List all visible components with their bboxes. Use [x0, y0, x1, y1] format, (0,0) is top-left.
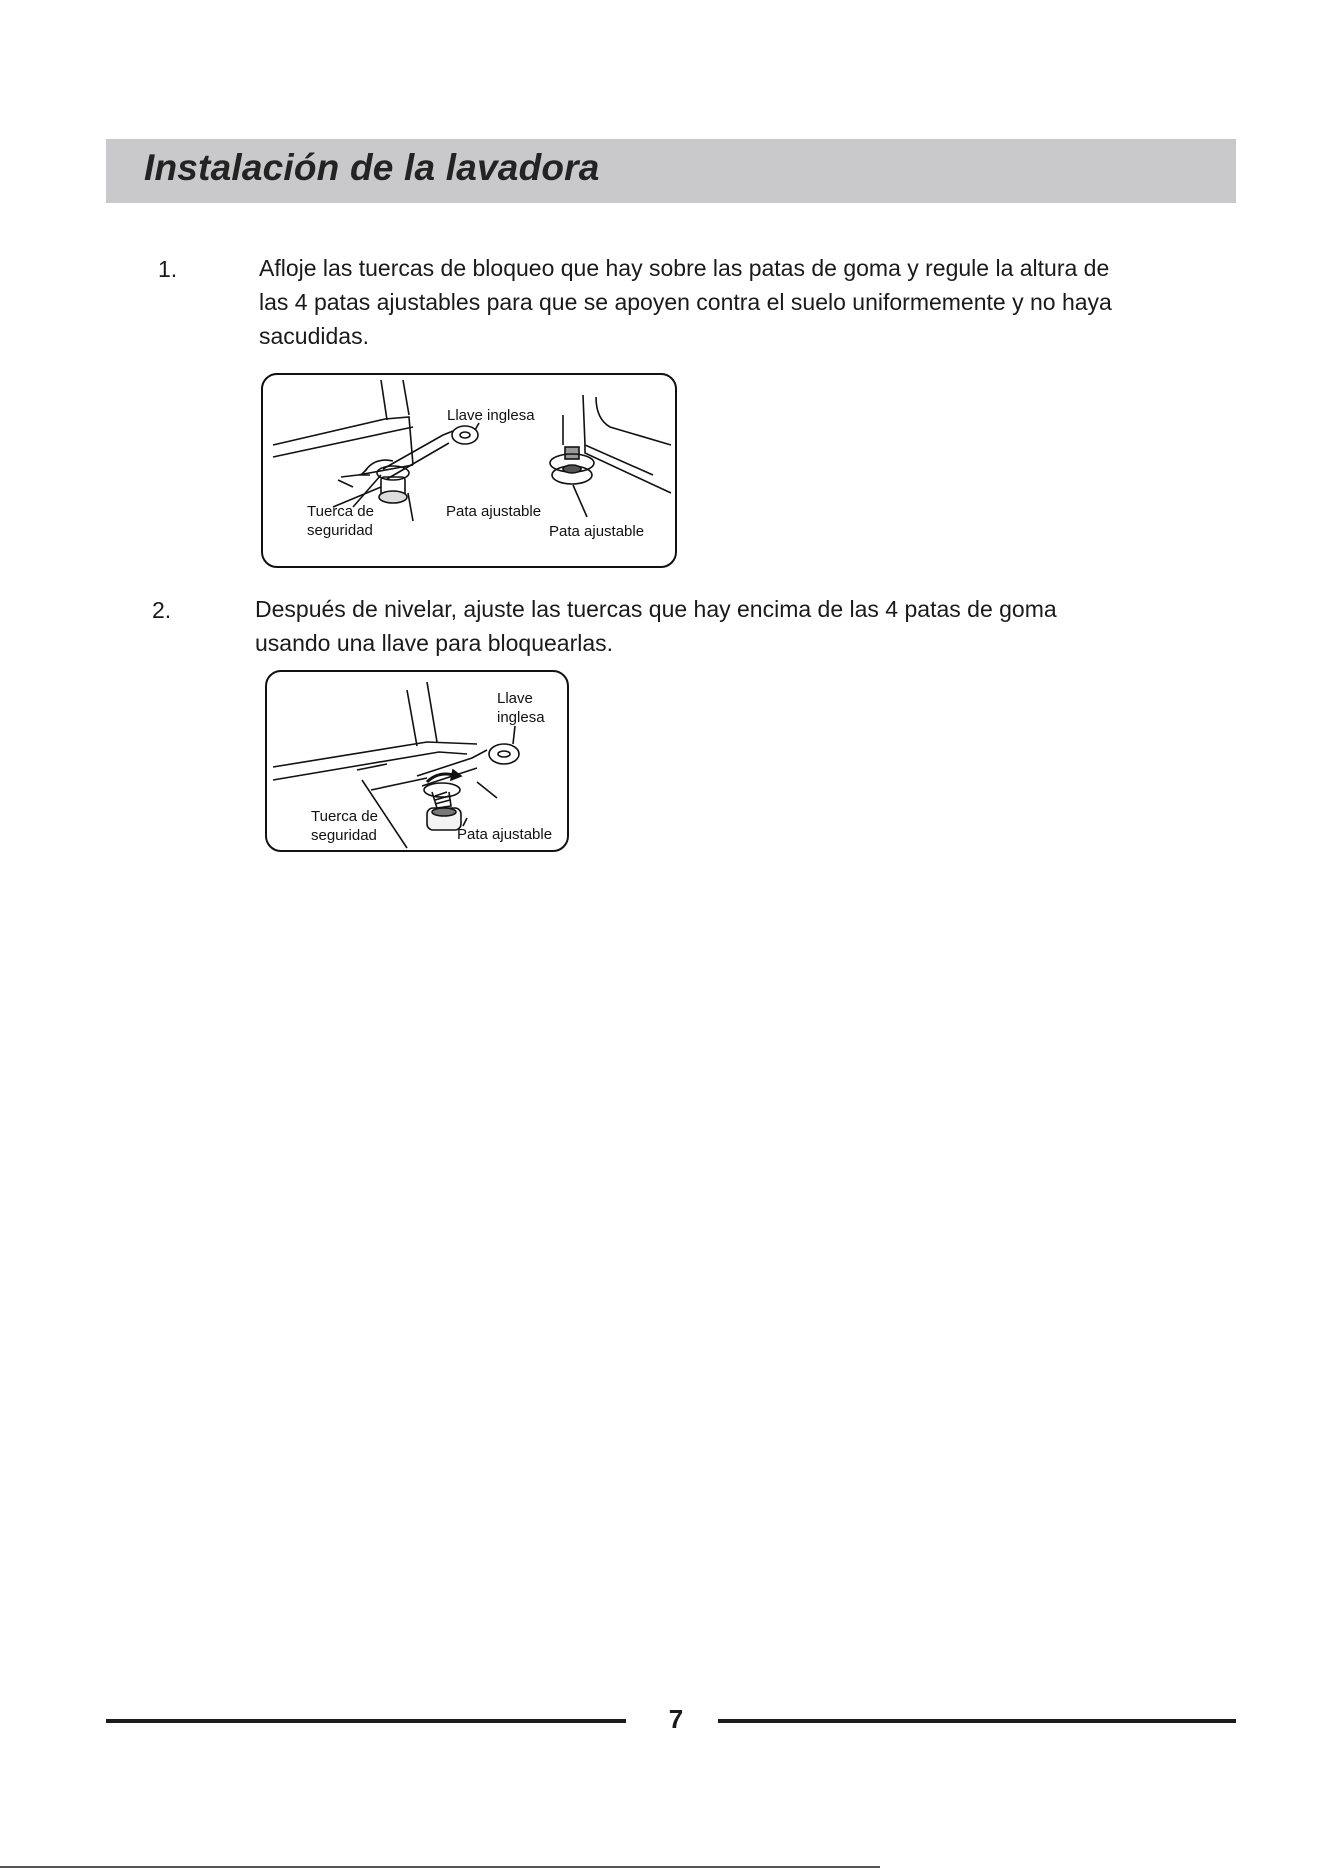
step-1-text: [259, 251, 1219, 353]
label-pata-ajustable-left: Pata ajustable: [446, 503, 542, 520]
label-tuerca-line-2: seguridad: [311, 827, 377, 844]
page-number: 7: [668, 1704, 684, 1734]
footer-rule-right: [718, 1719, 1236, 1723]
label-tuerca-line-1: Tuerca de: [307, 503, 374, 520]
step-2-text: [255, 592, 1215, 660]
label-llave-line-2: inglesa: [497, 709, 545, 726]
step-2-line-1: Después de nivelar, ajuste las tuercas que hay encima de las 4 patas de goma: [255, 596, 1057, 622]
label-tuerca-line-1: Tuerca de: [311, 808, 378, 825]
section-header: [106, 139, 1236, 203]
step-2-line-2: usando una llave para bloquearlas.: [255, 630, 614, 656]
step-2-number: 2.: [152, 597, 172, 623]
footer-rule-left: [106, 1719, 626, 1723]
step-2-figure: [265, 670, 569, 852]
step-1-line-3: sacudidas.: [259, 323, 369, 349]
label-pata-ajustable-right: Pata ajustable: [549, 523, 645, 540]
label-tuerca-line-2: seguridad: [307, 522, 373, 539]
label-pata-ajustable: Pata ajustable: [457, 826, 553, 843]
step-1-figure: [261, 373, 677, 568]
label-llave-inglesa: Llave inglesa: [447, 407, 535, 424]
bottom-edge-rule: [0, 1866, 880, 1868]
step-1-line-2: las 4 patas ajustables para que se apoyen contra el suelo uniformemente y no haya: [259, 289, 1112, 315]
step-1-number: 1.: [158, 256, 178, 282]
section-title: Instalación de la lavadora: [144, 147, 600, 188]
step-1-line-1: Afloje las tuercas de bloqueo que hay sobre las patas de goma y regule la altura de: [259, 255, 1110, 281]
label-llave-line-1: Llave: [497, 690, 533, 707]
